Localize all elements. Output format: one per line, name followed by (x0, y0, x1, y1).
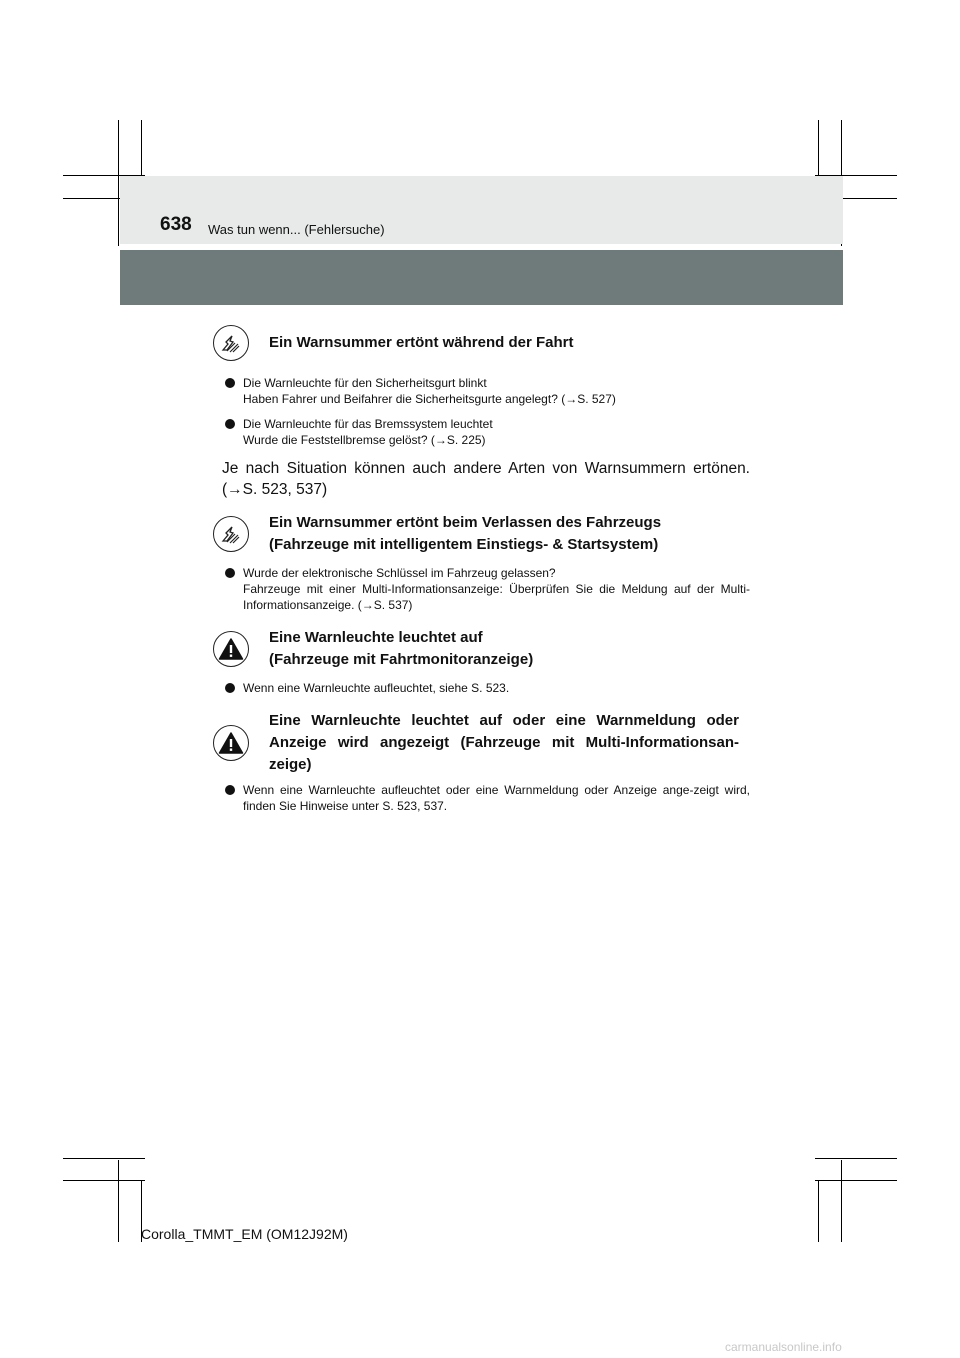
section-heading-row (213, 512, 750, 556)
document-id: Corolla_TMMT_EM (OM12J92M) (141, 1226, 348, 1242)
list-item (222, 565, 750, 613)
list-item (222, 680, 750, 696)
warning-triangle-icon (213, 631, 249, 667)
list-item-text: Wurde die Feststellbremse gelöst? (→S. 225) (243, 433, 486, 447)
watermark: carmanualsonline.info (725, 1340, 842, 1354)
list-item (222, 782, 750, 814)
section-buzzer-leaving-vehicle (222, 512, 750, 613)
section-heading-line: Ein Warnsummer ertönt beim Verlassen des Fahrzeugs (269, 514, 662, 531)
crop-mark (841, 1160, 842, 1242)
page-content (222, 320, 750, 814)
crop-mark (815, 1180, 897, 1181)
section-warning-light-multi-info (222, 710, 750, 814)
section-heading-row (213, 710, 750, 776)
section-heading (269, 627, 533, 671)
crop-mark (815, 1158, 897, 1159)
crop-mark (63, 1180, 145, 1181)
crop-mark (118, 120, 119, 246)
bullet-dot (225, 683, 235, 693)
bullet-dot (225, 785, 235, 795)
bullet-dot (225, 568, 235, 578)
bullet-dot (225, 378, 235, 388)
list-item-text: Fahrzeuge mit einer Multi-Informationsanzeige: Überprüfen Sie die Meldung auf der Multi-Informationsanzeige. (→S. 537) (243, 582, 750, 612)
buzzer-warning-icon (213, 325, 249, 361)
section-bar (120, 250, 843, 305)
list-item-text: Wenn eine Warnleuchte aufleuchtet, siehe S. 523. (243, 681, 510, 695)
list-item (222, 375, 750, 407)
list-item (222, 416, 750, 448)
note-paragraph: Je nach Situation können auch andere Arten von Warnsummern ertönen. (→S. 523, 537) (222, 460, 750, 498)
list-item-text: Haben Fahrer und Beifahrer die Sicherheitsgurte angelegt? (→S. 527) (243, 392, 616, 406)
list-item-text: Wenn eine Warnleuchte aufleuchtet oder eine Warnmeldung oder Anzeige ange-zeigt wird, finden Sie Hinweise unter S. 523, 537. (243, 783, 750, 813)
list-item-text: Die Warnleuchte für das Bremssystem leuchtet (243, 417, 493, 431)
section-heading-row (213, 627, 750, 671)
section-heading-line: (Fahrzeuge mit intelligentem Einstiegs- & Startsystem) (269, 536, 659, 553)
crop-mark (118, 1160, 119, 1242)
chapter-title: Was tun wenn... (Fehlersuche) (208, 222, 385, 237)
section-heading-line: (Fahrzeuge mit Fahrtmonitoranzeige) (269, 651, 534, 668)
page-number: 638 (160, 214, 192, 235)
bullet-dot (225, 419, 235, 429)
section-buzzer-while-driving (222, 325, 750, 500)
section-heading-line: Eine Warnleuchte leuchtet auf (269, 629, 483, 646)
section-heading: Ein Warnsummer ertönt während der Fahrt (269, 334, 574, 351)
crop-mark (63, 1158, 145, 1159)
section-warning-light-fahrtmonitor (222, 627, 750, 696)
list-item-text: Die Warnleuchte für den Sicherheitsgurt blinkt (243, 376, 487, 390)
section-heading-row (213, 325, 750, 361)
section-heading: Eine Warnleuchte leuchtet auf oder eine Warnmeldung oder Anzeige wird angezeigt (Fahrzeuge mit Multi-Informationsan-zeige) (269, 712, 739, 773)
list-item-text: Wurde der elektronische Schlüssel im Fahrzeug gelassen? (243, 566, 556, 580)
buzzer-warning-icon (213, 516, 249, 552)
warning-triangle-icon (213, 725, 249, 761)
section-heading (269, 512, 661, 556)
crop-mark (818, 1180, 819, 1242)
